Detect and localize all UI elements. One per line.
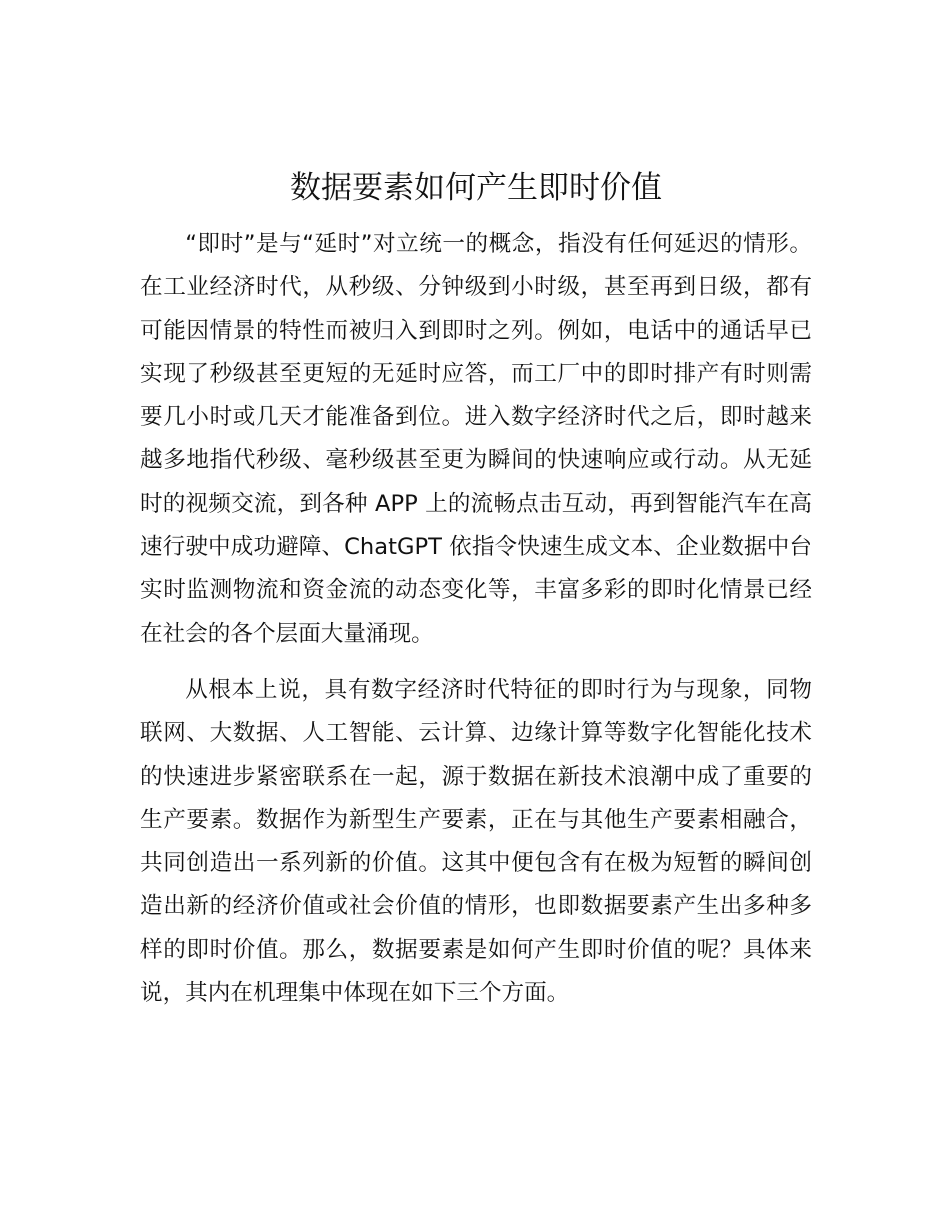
document-title: 数据要素如何产生即时价值 xyxy=(290,170,662,206)
paragraph-data-element-value: 从根本上说，具有数字经济时代特征的即时行为与现象，同物联网、大数据、人工智能、云计算、边缘计算等数字化智能化技术的快速进步紧密联系在一起，源于数据在新技术浪潮中成了重要的生产要素。数据作为新型生产要素，正在与其他生产要素相融合，共同创造出一系列新的价值。这其中便包含有在极为短暂的瞬间创造出新的经济价值或社会价值的情形，也即数据要素产生出多种多样的即时价值。那么，数据要素是如何产生即时价值的呢？具体来说，其内在机理集中体现在如下三个方面。 xyxy=(140,676,812,1007)
document-body xyxy=(140,165,812,1015)
paragraph-instant-concept: “即时”是与“延时”对立统一的概念，指没有任何延迟的情形。在工业经济时代，从秒级、分钟级到小时级，甚至再到日级，都有可能因情景的特性而被归入到即时之列。例如，电话中的通话早已实现了秒级甚至更短的无延时应答，而工厂中的即时排产有时则需要几小时或几天才能准备到位。进入数字经济时代之后，即时越来越多地指代秒级、毫秒级甚至更为瞬间的快速响应或行动。从无延时的视频交流，到各种 APP 上的流畅点击互动，再到智能汽车在高速行驶中成功避障、ChatGPT 依指令快速生成文本、企业数据中台实时监测物流和资金流的动态变化等，丰富多彩的即时化情景已经在社会的各个层面大量涌现。 xyxy=(140,231,812,647)
